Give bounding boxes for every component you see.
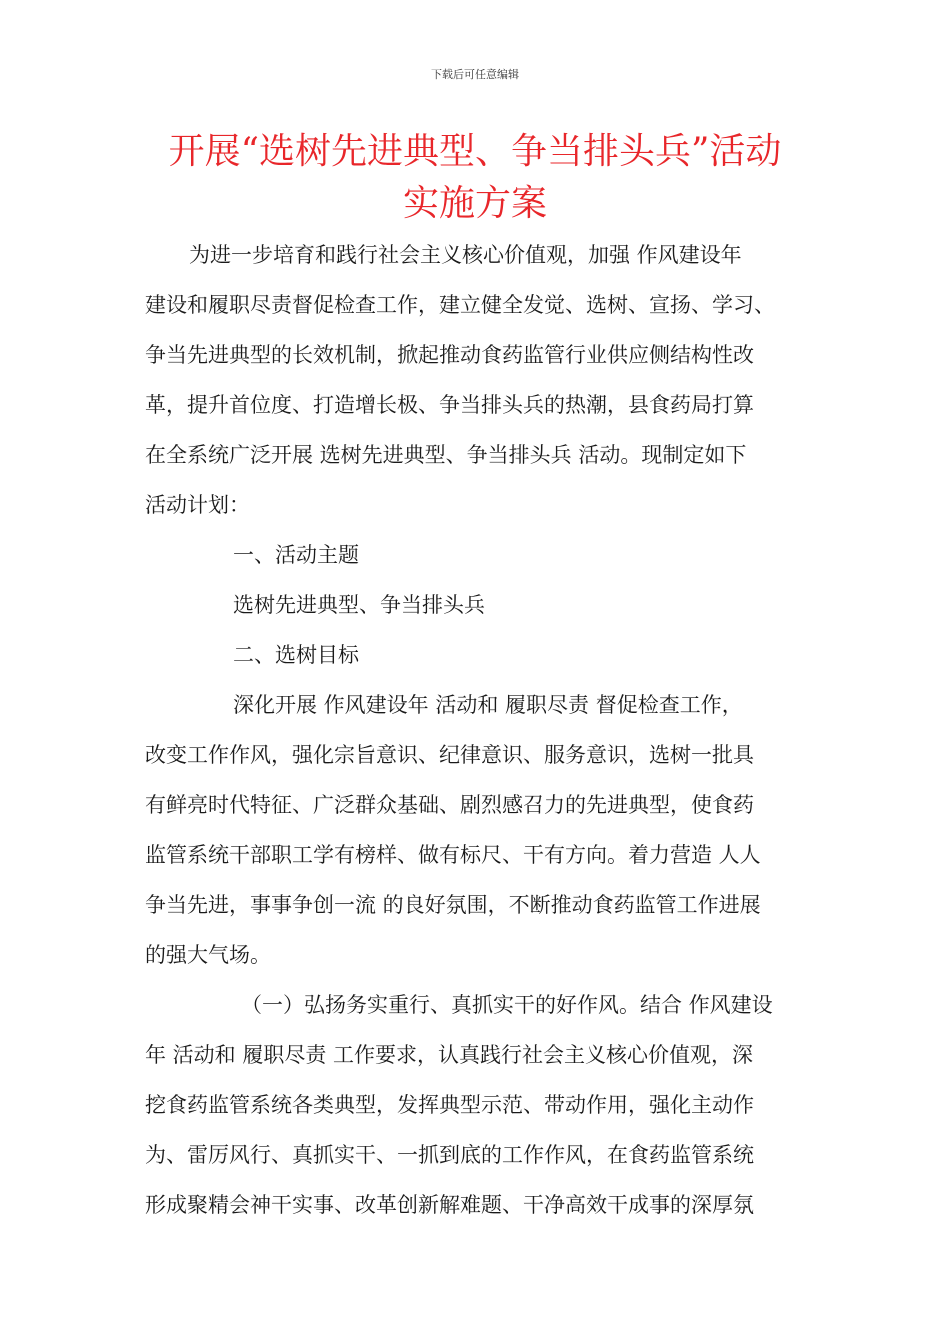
text-line: 年 活动和 履职尽责 工作要求，认真践行社会主义核心价值观，深: [145, 1043, 754, 1067]
text-line: 形成聚精会神干实事、改革创新解难题、干净高效干成事的深厚氛: [145, 1193, 754, 1217]
text-line: 建设和履职尽责督促检查工作，建立健全发觉、选树、宣扬、学习、: [145, 293, 775, 317]
text-line: 深化开展 作风建设年 活动和 履职尽责 督促检查工作，: [233, 693, 743, 717]
text-line: 改变工作作风，强化宗旨意识、纪律意识、服务意识，选树一批具: [145, 743, 754, 767]
text-line: 革，提升首位度、打造增长极、争当排头兵的热潮，县食药局打算: [145, 393, 754, 417]
text-line: 为进一步培育和践行社会主义核心价值观，加强 作风建设年: [189, 243, 742, 267]
text-line: 二、选树目标: [233, 643, 359, 667]
text-line: 争当先进典型的长效机制，掀起推动食药监管行业供应侧结构性改: [145, 343, 754, 367]
document-title-line-2: 实施方案: [402, 183, 547, 224]
text-line: （一）弘扬务实重行、真抓实干的好作风。结合 作风建设: [241, 993, 773, 1017]
text-line: 监管系统干部职工学有榜样、做有标尺、干有方向。着力营造 人人: [145, 843, 761, 867]
text-line: 活动计划：: [145, 493, 250, 517]
header-note: 下载后可任意编辑: [431, 68, 519, 81]
document-title-line-1: 开展“选树先进典型、争当排头兵”活动: [168, 131, 782, 172]
text-line: 有鲜亮时代特征、广泛群众基础、剧烈感召力的先进典型，使食药: [145, 793, 754, 817]
text-line: 选树先进典型、争当排头兵: [233, 593, 485, 617]
text-line: 争当先进，事事争创一流 的良好氛围，不断推动食药监管工作进展: [145, 893, 761, 917]
document-body: [145, 230, 815, 1230]
text-line: 的强大气场。: [145, 943, 271, 967]
text-line: 为、雷厉风行、真抓实干、一抓到底的工作作风，在食药监管系统: [145, 1143, 754, 1167]
text-line: 一、活动主题: [233, 543, 359, 567]
text-line: 在全系统广泛开展 选树先进典型、争当排头兵 活动。现制定如下: [145, 443, 747, 467]
text-line: 挖食药监管系统各类典型，发挥典型示范、带动作用，强化主动作: [145, 1093, 754, 1117]
